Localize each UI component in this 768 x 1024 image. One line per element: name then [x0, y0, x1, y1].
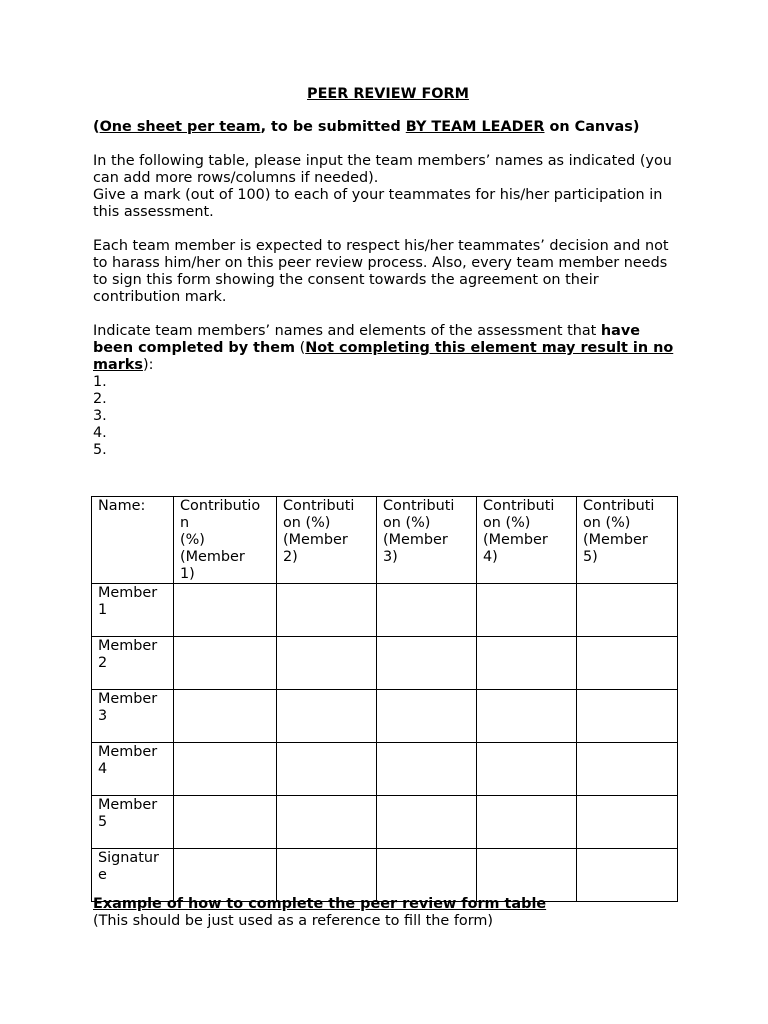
score-cell[interactable] — [377, 796, 477, 849]
row-label: Signatur e — [92, 849, 174, 902]
row-label: Member 4 — [92, 743, 174, 796]
score-cell[interactable] — [477, 743, 577, 796]
score-cell[interactable] — [174, 743, 277, 796]
elements-paragraph — [93, 323, 683, 374]
table-row — [92, 584, 678, 637]
score-cell[interactable] — [277, 637, 377, 690]
list-item[interactable]: 4. — [93, 425, 107, 441]
score-cell[interactable] — [277, 690, 377, 743]
score-cell[interactable] — [377, 743, 477, 796]
signature-cell[interactable] — [174, 849, 277, 902]
header-member-1: Contributio n (%) (Member 1) — [174, 497, 277, 584]
subtitle-submitted: , to be submitted — [260, 119, 406, 135]
score-cell[interactable] — [577, 637, 678, 690]
table-row — [92, 637, 678, 690]
score-cell[interactable] — [277, 743, 377, 796]
row-label: Member 2 — [92, 637, 174, 690]
table-row — [92, 743, 678, 796]
subtitle-open-paren: ( — [93, 119, 100, 135]
subtitle-canvas: on Canvas) — [544, 119, 640, 135]
header-name: Name: — [92, 497, 174, 584]
table-header-row — [92, 497, 678, 584]
signature-cell[interactable] — [377, 849, 477, 902]
example-section — [93, 896, 693, 930]
row-label: Member 3 — [92, 690, 174, 743]
score-cell[interactable] — [477, 690, 577, 743]
table-row — [92, 796, 678, 849]
score-cell[interactable] — [174, 796, 277, 849]
header-member-3: Contributi on (%) (Member 3) — [377, 497, 477, 584]
elements-plain: Indicate team members’ names and elements of the assessment that — [93, 323, 601, 339]
example-heading: Example of how to complete the peer review form table — [93, 896, 547, 912]
list-item[interactable]: 5. — [93, 442, 107, 458]
score-cell[interactable] — [174, 690, 277, 743]
score-cell[interactable] — [377, 690, 477, 743]
instructions-line-2: Give a mark (out of 100) to each of your teammates for his/her participation in this assessment. — [93, 187, 663, 220]
score-cell[interactable] — [477, 637, 577, 690]
score-cell[interactable] — [577, 690, 678, 743]
signature-cell[interactable] — [277, 849, 377, 902]
elements-bold: have been completed by them — [93, 323, 641, 356]
score-cell[interactable] — [477, 796, 577, 849]
elements-warning: Not completing this element may result in no marks — [93, 340, 674, 373]
list-item[interactable]: 2. — [93, 391, 107, 407]
score-cell[interactable] — [174, 637, 277, 690]
numbered-list — [93, 374, 683, 459]
signature-cell[interactable] — [477, 849, 577, 902]
document-body — [93, 86, 683, 459]
table-row — [92, 690, 678, 743]
list-item[interactable]: 1. — [93, 374, 107, 390]
score-cell[interactable] — [577, 743, 678, 796]
signature-cell[interactable] — [577, 849, 678, 902]
page-title: PEER REVIEW FORM — [307, 86, 469, 102]
peer-review-table — [91, 496, 678, 902]
subtitle-team-leader: BY TEAM LEADER — [405, 119, 545, 135]
score-cell[interactable] — [377, 584, 477, 637]
header-member-4: Contributi on (%) (Member 4) — [477, 497, 577, 584]
list-item[interactable]: 3. — [93, 408, 107, 424]
example-note: (This should be just used as a reference to fill the form) — [93, 913, 494, 929]
instructions-line-1: In the following table, please input the team members’ names as indicated (you can add more rows/columns if needed). — [93, 153, 672, 186]
score-cell[interactable] — [477, 584, 577, 637]
score-cell[interactable] — [174, 584, 277, 637]
row-label: Member 5 — [92, 796, 174, 849]
signature-row — [92, 849, 678, 902]
row-label: Member 1 — [92, 584, 174, 637]
score-cell[interactable] — [277, 584, 377, 637]
elements-close: ): — [142, 357, 154, 373]
subtitle-one-sheet: One sheet per team — [99, 119, 261, 135]
score-cell[interactable] — [277, 796, 377, 849]
header-member-5: Contributi on (%) (Member 5) — [577, 497, 678, 584]
header-member-2: Contributi on (%) (Member 2) — [277, 497, 377, 584]
elements-open: ( — [295, 340, 306, 356]
score-cell[interactable] — [377, 637, 477, 690]
score-cell[interactable] — [577, 796, 678, 849]
subtitle — [93, 119, 683, 136]
score-cell[interactable] — [577, 584, 678, 637]
conduct-paragraph: Each team member is expected to respect his/her teammates’ decision and not to harass him/her on this peer review process. Also, every team member needs to sign this form showing the consent towards the agreement on their contribution mark. — [93, 238, 669, 305]
